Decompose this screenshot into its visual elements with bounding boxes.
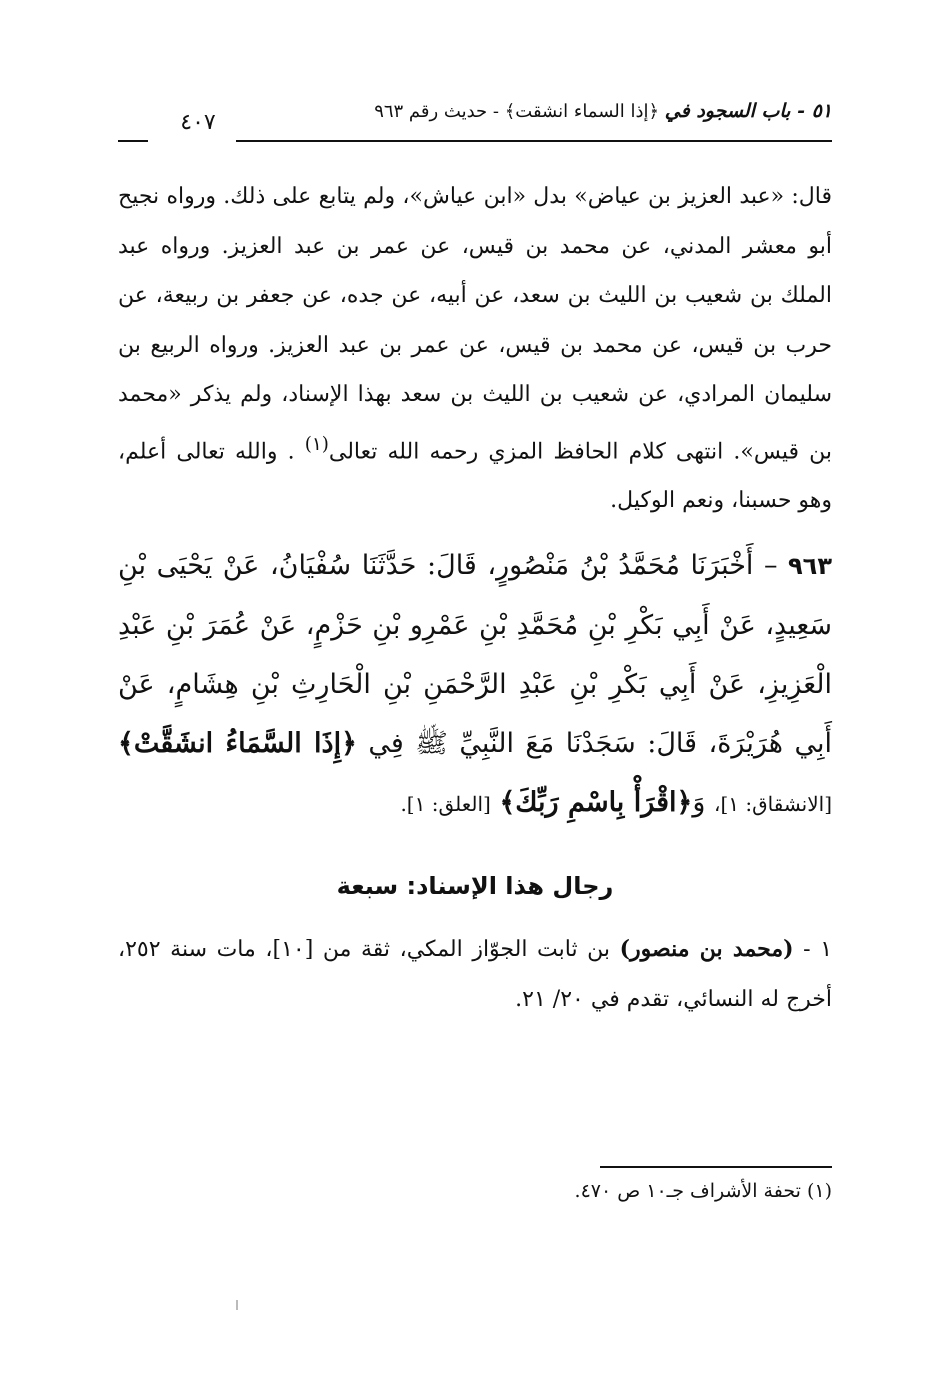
narrator-entry <box>118 924 832 1025</box>
page-number: ٤٠٧ <box>180 110 216 135</box>
hadith-number: ٩٦٣ <box>788 551 832 580</box>
header-rule <box>236 140 832 142</box>
paragraph-end: . والله تعالى أعلم، وهو حسبنا، ونعم الوكيل. <box>118 438 832 514</box>
body-text <box>118 172 832 1025</box>
conjunction: وَ <box>692 786 706 818</box>
quran-quote-2: ﴿اقْرَأْ بِاسْمِ رَبِّكَ﴾ <box>499 786 693 818</box>
hadith-block <box>118 536 832 834</box>
paragraph-text: قال: «عبد العزيز بن عياض» بدل «ابن عياش»، ولم يتابع على ذلك. ورواه نجيح أبو معشر المدني، عن محمد بن قيس، عن عمر بن عبد العزيز. ورواه عبد الملك بن شعيب بن الليث بن سعد، عن أبيه، عن جده، عن جعفر بن ربيعة، عن حرب بن قيس، عن محمد بن قيس، عن عمر بن عبد العزيز. ورواه الربيع بن سليمان المرادي، عن شعيب بن الليث بن سعد بهذا الإسناد، ولم يذكر «محمد بن قيس». انتهى كلام الحافظ المزي رحمه الله تعالى <box>118 184 833 464</box>
running-header <box>118 96 832 146</box>
section-heading: رجال هذا الإسناد: سبعة <box>336 871 614 900</box>
header-chapter: ٥١ - باب السجود في <box>664 100 832 122</box>
narrator-text: بن ثابت الجوّاز المكي، ثقة من [١٠]، مات سنة ٢٥٢، أخرج له النسائي، تقدم في ٢٠/ ٢١. <box>118 936 832 1012</box>
commentary-paragraph <box>118 172 832 526</box>
quran-ref-2: [العلق: ١]. <box>400 791 491 816</box>
header-hadith-ref: - حديث رقم ٩٦٣ <box>374 101 499 122</box>
hadith-text: – أَخْبَرَنَا مُحَمَّدُ بْنُ مَنْصُورٍ، قَالَ: حَدَّثَنَا سُفْيَانُ، عَنْ يَحْيَى بْنِ سَعِيدٍ، عَنْ أَبِي بَكْرِ بْنِ مُحَمَّدِ بْنِ عَمْرِو بْنِ حَزْمٍ، عَنْ عُمَرَ بْنِ عَبْدِ الْعَزِيزِ، عَنْ أَبِي بَكْرِ بْنِ عَبْدِ الرَّحْمَنِ بْنِ الْحَارِثِ بْنِ هِشَامٍ، عَنْ أَبِي هُرَيْرَةَ، قَالَ: سَجَدْنَا مَعَ النَّبِيِّ ﷺ فِي <box>118 549 832 759</box>
narrator-name: (محمد بن منصور) <box>619 935 794 962</box>
footnote-rule <box>600 1166 832 1168</box>
narrator-index: ١ - <box>803 936 833 962</box>
header-surah: ﴿إذا السماء انشقت﴾ <box>504 101 660 122</box>
header-title <box>272 100 832 122</box>
scan-mark <box>236 1300 238 1310</box>
quran-quote-1: ﴿إِذَا السَّمَاءُ انشَقَّتْ﴾ <box>118 727 357 759</box>
footnote-marker: (١) <box>304 433 329 455</box>
header-rule-left <box>118 140 148 142</box>
quran-ref-1: [الانشقاق: ١]، <box>713 791 832 816</box>
footnote: (١) تحفة الأشراف جـ١٠ ص ٤٧٠. <box>574 1180 832 1202</box>
